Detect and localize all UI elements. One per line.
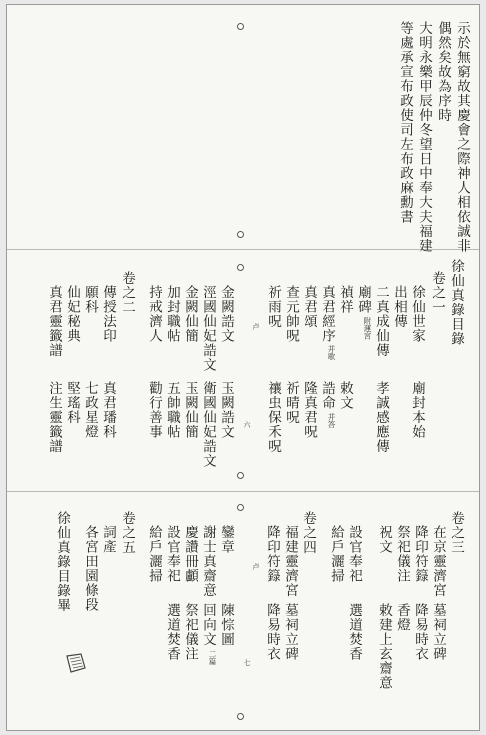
binding-hole [237,504,244,511]
toc-note: 并答 [327,413,336,428]
toc-entry: 祝文 [376,525,392,554]
toc-entry: 願科 [82,285,98,314]
binding-hole [237,23,244,30]
toc-entry: 玉闕仙簡 [182,381,198,439]
preface-line: 大明永樂甲辰仲冬望日中奉大夫福建 [416,21,432,253]
toc-entry: 查元帥呪 [283,285,299,343]
toc-entry: 降印符籙 [264,525,280,583]
toc-entry: 二真成仙傳 [373,285,389,358]
toc-title: 徐仙真錄目錄 [448,259,464,346]
volume-label: 卷之三 [448,511,464,555]
preface-line: 偶然矣故為序時 [435,21,451,123]
volume-label: 卷之一 [429,271,445,315]
toc-entry: 謝士真齋意 [200,525,216,598]
toc-entry: 敕建上玄齋意 [376,603,392,690]
volume-label: 卷之四 [300,511,316,555]
toc-entry: 墓祠立碑 [282,603,298,661]
toc-entry: 禳虫保禾呪 [265,381,281,454]
toc-entry: 孝誠感應傳 [373,381,389,454]
toc-entry: 出相傳 [391,285,407,329]
toc-entry: 金闕誥文 [218,285,234,343]
binding-hole [237,713,244,720]
toc-entry: 真君璠科 [100,381,116,439]
toc-entry: 設官奉祀 [346,525,362,583]
toc-entry: 徐仙世家 [409,285,425,343]
toc-entry: 七政星燈 [82,381,98,439]
toc-entry: 給戶灑掃 [146,525,162,583]
toc-entry: 真君頌 [301,285,317,329]
toc-entry: 慶讚冊顱 [182,525,198,583]
toc-entry: 降易時衣 [412,603,428,661]
binding-hole [237,472,244,479]
toc-entry: 廟碑 [355,285,371,314]
toc-entry: 選道焚香 [164,603,180,661]
toc-entry: 給戶灑掃 [328,525,344,583]
page-mark: 六 [243,421,251,428]
toc-entry: 詞產 [100,525,116,554]
toc-entry: 注生靈籤譜 [46,381,62,454]
toc-entry: 誥命 [319,381,335,410]
toc-entry: 回向文 [200,603,216,647]
toc-note: 二篇 [208,650,217,665]
decorative-seal-icon [65,652,87,674]
toc-entry: 祈雨呪 [265,285,281,329]
toc-entry: 設官奉祀 [164,525,180,583]
toc-entry: 玉闕誥文 [218,381,234,439]
toc-entry: 真君經序 [319,285,335,343]
toc-entry: 敕文 [337,381,353,410]
toc-entry: 祭祀儀注 [394,525,410,583]
toc-entry: 金闕仙簡 [182,285,198,343]
toc-entry: 廟封本始 [409,381,425,439]
toc-entry: 仙妃秘典 [64,285,80,343]
toc-entry: 降印符籙 [412,525,428,583]
toc-entry: 墓祠立碑 [430,603,446,661]
toc-entry: 祭祀儀注 [182,603,198,661]
toc-entry: 鑾章 [218,525,234,554]
fold-line-upper [7,249,479,250]
volume-label: 卷之五 [119,511,135,555]
toc-entry: 衛國仙妃誥文 [200,381,216,468]
toc-entry: 加封職帖 [164,285,180,343]
toc-note: 附運宮 [363,317,372,340]
toc-entry: 香燈 [394,603,410,632]
toc-entry: 五帥職帖 [164,381,180,439]
page-mark: 卢 [252,563,260,570]
toc-end-title: 徐仙真錄目錄畢 [54,511,70,613]
toc-entry: 堅瑤科 [64,381,80,425]
fold-line-lower [7,491,479,492]
preface-line: 示於無窮故其慶會之際神人相依誠非 [454,21,470,253]
toc-entry: 福建靈濟宮 [282,525,298,598]
toc-entry: 各宮田園條段 [82,525,98,612]
toc-entry: 降易時衣 [264,603,280,661]
toc-entry: 涇國仙妃誥文 [200,285,216,372]
binding-hole [237,264,244,271]
toc-entry: 祈晴呪 [283,381,299,425]
page-mark: 七 [243,659,251,666]
toc-entry: 禎祥 [337,285,353,314]
toc-entry: 傳授法印 [100,285,116,343]
toc-entry: 隆真君呪 [301,381,317,439]
toc-entry: 真君靈籤譜 [46,285,62,358]
book-page [6,4,480,731]
binding-hole [237,231,244,238]
toc-entry: 陳悰圖 [218,603,234,647]
volume-label: 卷之二 [119,271,135,315]
toc-entry: 勸行善事 [146,381,162,439]
page-mark: 卢 [252,323,260,330]
toc-entry: 持戒濟人 [146,285,162,343]
toc-entry: 選道焚香 [346,603,362,661]
toc-note: 并歌 [327,345,336,360]
toc-entry: 在京靈濟宮 [430,525,446,598]
preface-line: 等處承宣布政使司左布政麻勳書 [397,21,413,224]
